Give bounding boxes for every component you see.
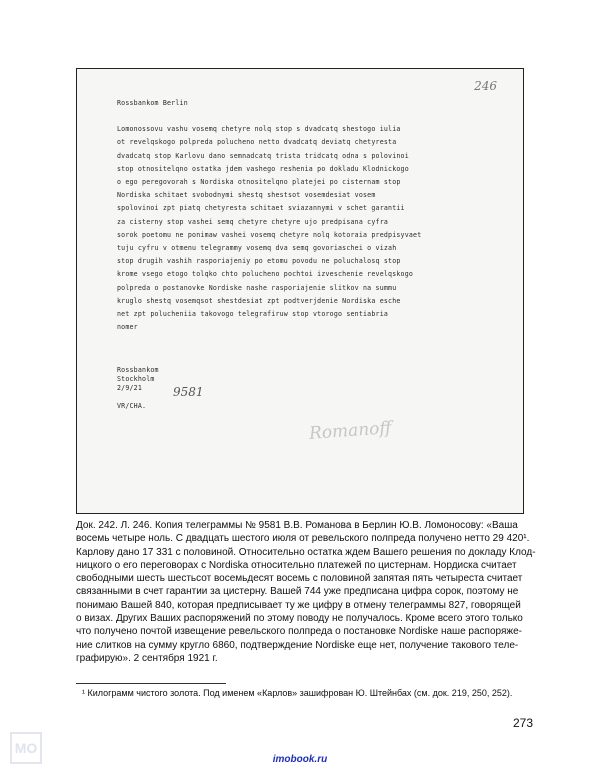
caption-line: ние слитков на сумму кругло 6860, подтверждение Nordiske еще нет, получение такового теле- [76,639,519,651]
handwritten-number: 9581 [173,385,204,399]
publisher-logo: МО [10,732,42,764]
telegram-line: krome vsego etogo tolqko chto polucheno pochtoi izveschenie revelqskogo [117,270,414,279]
caption-line: связанными в счет гарантии за цистерну. Вашей 744 уже предписана цифра сорок, поэтому не [76,586,519,598]
caption-line: о визах. Других Ваших распоряжений по этому поводу не получалось. Кроме всего этого только [76,613,523,625]
signature-line: VR/CHA. [117,402,147,411]
telegram-line: polpreda o postanovke Nordiske nashe rasporiajenie slitkov na summu [117,283,397,292]
telegram-line: stop otnositelqno ostatka jdem vashego reshenia po dokladu Klodnickogo [117,164,409,173]
telegram-line: dvadcatq stop Karlovu dano semnadcatq trista tridcatq odna s polovinoi [117,151,409,160]
caption-line: Карлову дано 17 331 с половиной. Относительно остатка ждем Вашего решения по докладу Клод- [76,546,536,558]
telegram-line: kruglo shestq vosemqsot shestdesiat zpt podtverjdenie Nordiska esche [117,296,401,305]
telegram-header: Rossbankom Berlin [117,99,188,107]
caption-line: свободными шесть шестьсот восемьдесят восемь с половиной запятая пять четыреста считает [76,573,523,585]
caption-line: Док. 242. Л. 246. Копия телеграммы № 9581 В.В. Романова в Берлин Ю.В. Ломоносову: «Ваша [76,520,518,531]
telegram-scan [76,68,524,514]
faded-stamp: Romanoff [308,418,393,444]
telegram-line: o ego peregovorah s Nordiska otnositelqno platejei po cisternam stop [117,178,401,187]
signature-line: 2/9/21 [117,384,143,393]
caption-line: восемь четыре ноль. С двадцать шестого июля от ревельского полпреда получено нетто 29 420¹. [76,533,530,545]
telegram-line: spolovinoi zpt piatq chetyresta schitaet sviazannymi v schet garantii [117,204,405,213]
footnote: ¹ Килограмм чистого золота. Под именем «Карлов» зашифрован Ю. Штейнбах (см. док. 219, 250, 252). [82,688,513,698]
telegram-line: Lomonossovu vashu vosemq chetyre nolq stop s dvadcatq shestogo iulia [117,125,401,134]
telegram-line: sorok poetomu ne ponimaw vashei vosemq chetyre nolq kotoraia predpisyvaet [117,230,422,239]
telegram-line: tuju cyfru v otmenu telegrammy vosemq dva semq govoriaschei o vizah [117,244,397,253]
footnote-divider [76,683,226,684]
signature-line: Rossbankom [117,366,159,375]
caption-line: что получено почтой извещение ревельского полпреда о постановке Nordiske наше распоряже- [76,626,522,638]
page-number: 273 [513,716,534,730]
document-caption [76,519,541,665]
telegram-line: net zpt polucheniia takovogo telegrafiruw stop vtorogo sentiabria [117,310,389,319]
caption-line: ницкого о его переговорах с Nordiska относительно платежей по цистернам. Нордиска считает [76,559,517,571]
telegram-text [117,97,517,411]
telegram-line: stop drugih vashih rasporiajeniy po etomu povodu ne poluchalosq stop [117,257,401,266]
telegram-line: nomer [117,323,138,332]
archive-page-number: 246 [474,79,497,93]
caption-line: графирую». 2 сентября 1921 г. [76,652,218,664]
telegram-line: ot revelqskogo polpreda polucheno netto dvadcatq deviatq chetyresta [117,138,397,147]
site-link[interactable]: imobook.ru [272,754,328,765]
signature-line: Stockholm [117,375,155,384]
caption-line: понимаю Вашей 840, которая предписывает ту же цифру в отмену телеграммы 827, говорящей [76,599,521,611]
telegram-body [117,123,517,334]
telegram-line: za cisterny stop vashei semq chetyre chetyre ujo predpisana cyfra [117,217,389,226]
telegram-line: Nordiska schitaet svobodnymi shestq shestsot vosemdesiat vosem [117,191,376,200]
